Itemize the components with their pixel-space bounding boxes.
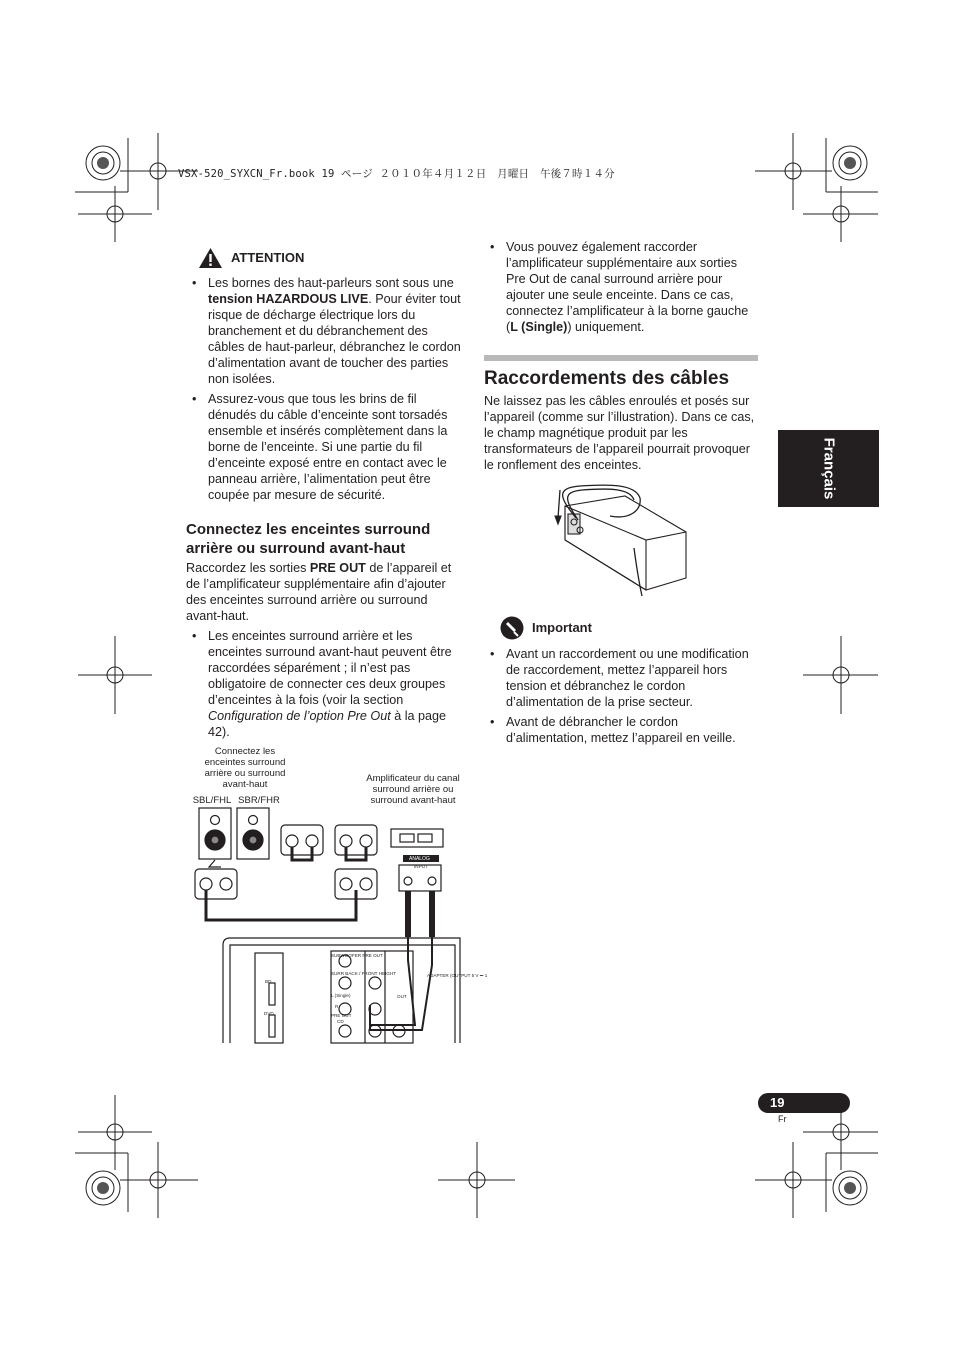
rcv-out-label: OUT <box>397 994 407 999</box>
connection-diagram <box>185 805 488 1043</box>
rcv-adapter-label: ADAPTER (OUTPUT 5 V ⎓ 1 <box>427 973 488 978</box>
important-list <box>484 646 760 746</box>
rcv-dvd-label: DVD <box>264 1011 274 1016</box>
warning-triangle-icon <box>198 247 223 269</box>
list-item: • Les bornes des haut-parleurs sont sous une tension HAZARDOUS LIVE. Pour éviter tout risque de décharge électrique lors du branchement et du débranchement des câbles de haut-parleur, débranchez le cordon d’alimentation avant de toucher des parties non isolées. <box>186 275 462 387</box>
attention-title: ATTENTION <box>231 250 305 265</box>
diagram-label-amplifier: Amplificateur du canal surround arrière ou surround avant-haut <box>366 773 460 806</box>
section-heading-cables: Raccordements des câbles <box>484 368 730 389</box>
diagram-label-sbr: SBR/FHR <box>238 795 280 806</box>
rcv-r-label: R <box>335 1004 339 1009</box>
print-header-line: VSX-520_SYXCN_Fr.book 19 ページ ２０１０年４月１２日 月曜日 午後７時１４分 <box>178 168 615 180</box>
language-side-tab: Français <box>778 430 879 507</box>
coiled-cable-illustration <box>550 478 690 596</box>
surround-list <box>186 628 462 740</box>
page-number: 19 <box>758 1093 850 1113</box>
diagram-label-sbl: SBL/FHL <box>192 795 232 806</box>
rcv-l-single-label: L (Single) <box>331 993 351 998</box>
attention-block <box>198 247 462 269</box>
amp-analog-label: ANALOG <box>409 856 430 862</box>
surround-intro: Raccordez les sorties PRE OUT de l’appareil et de l’amplificateur supplémentaire afin d’ajouter des enceintes surround arrière ou surround avant-haut. <box>186 561 452 623</box>
diagram-label-speakers: Connectez les enceintes surround arrière ou surround avant-haut <box>204 746 286 790</box>
page-language: Fr <box>778 1114 787 1124</box>
extra-amp-list <box>484 239 760 335</box>
rcv-cd-label: CD <box>337 1019 344 1024</box>
list-item: • Les enceintes surround arrière et les enceintes surround avant-haut peuvent être raccordées séparément ; il n’est pas obligatoire de connecter ces deux groupes d’enceintes à la fois (voir la section Configuration de l’option Pre Out à la page 42). <box>186 628 462 740</box>
right-column <box>484 239 760 473</box>
rcv-subwoofer-label: SUBWOOFER PRE OUT <box>331 953 383 958</box>
cables-paragraph: Ne laissez pas les câbles enroulés et posés sur l’appareil (comme sur l’illustration). Dans ce cas, le champ magnétique produit par les transformateurs de l’appareil pourrait provoquer le ronflement des enceintes. <box>484 394 755 472</box>
list-item: • Avant de débrancher le cordon d’alimentation, mettez l’appareil en veille. <box>484 714 760 746</box>
attention-list <box>186 275 462 503</box>
list-item: • Assurez-vous que tous les brins de fil dénudés du câble d’enceinte sont torsadés ensemble et insérés complètement dans la borne de l’enceinte. Si une partie du fil d’enceinte exposé entre en contact avec le panneau arrière, l’alimentation peut être coupée par mesure de sécurité. <box>186 391 462 503</box>
list-item: • Avant un raccordement ou une modification de raccordement, mettez l’appareil hors tension et débranchez le cordon d’alimentation de la prise secteur. <box>484 646 760 710</box>
amp-input-label: INPUT <box>414 864 428 869</box>
rcv-bd-label: BD <box>265 979 272 984</box>
rcv-pre-out-label: PRE OUT <box>331 1013 352 1018</box>
section-heading-surround: Connectez les enceintes surround arrière ou surround avant-haut <box>186 521 431 557</box>
important-block <box>484 616 760 750</box>
section-rule <box>484 355 758 361</box>
left-column <box>186 247 462 744</box>
list-item: • Vous pouvez également raccorder l’amplificateur supplémentaire aux sorties Pre Out de canal surround arrière pour ajouter une seule enceinte. Dans ce cas, connectez l’amplificateur à la borne gauche (L (Single)) uniquement. <box>484 239 760 335</box>
important-icon <box>500 616 524 640</box>
rcv-surr-back-label: SURR BACK / FRONT HEIGHT <box>331 971 396 976</box>
important-title: Important <box>532 620 592 635</box>
